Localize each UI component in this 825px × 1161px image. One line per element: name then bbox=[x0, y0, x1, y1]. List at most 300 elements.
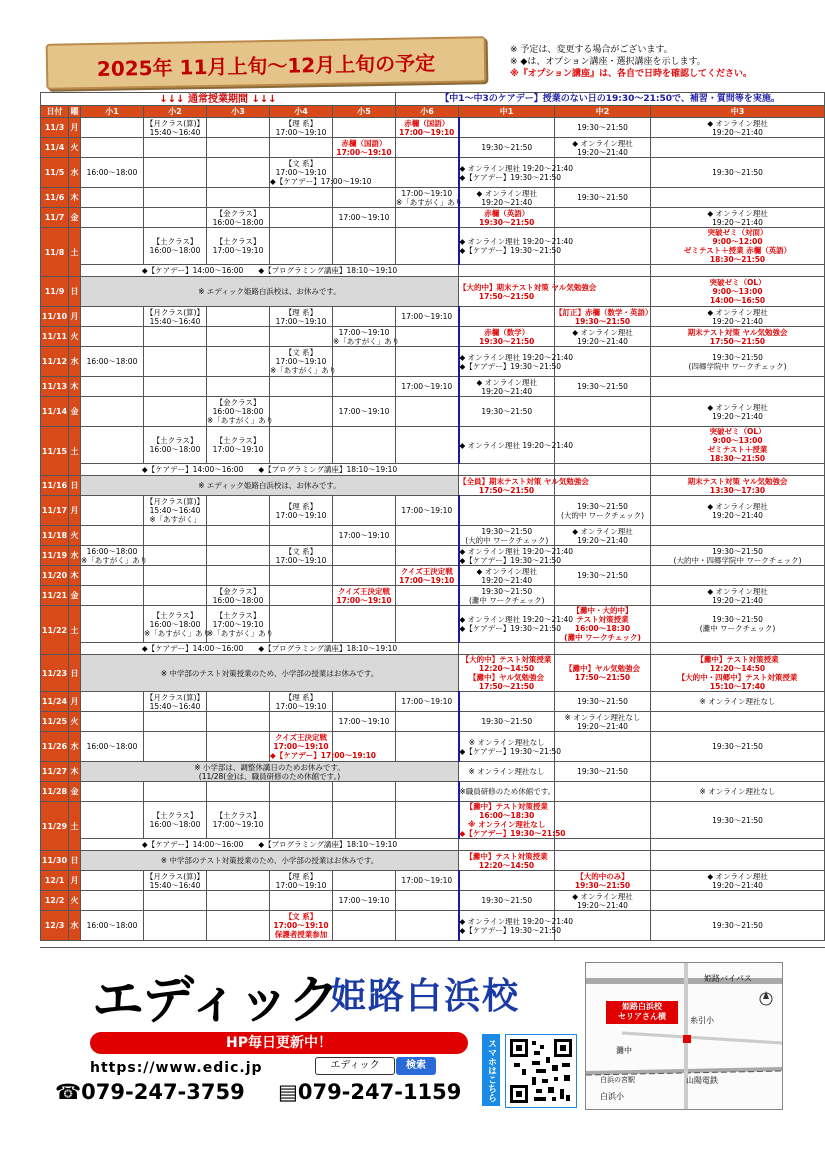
schedule-cell bbox=[333, 871, 396, 891]
schedule-cell bbox=[333, 427, 396, 464]
schedule-cell bbox=[555, 397, 651, 427]
weekday-cell: 土 bbox=[69, 228, 81, 277]
schedule-cell: 17:00〜19:10 ※「あすがく」あり bbox=[396, 188, 463, 207]
schedule-cell: 【土クラス】 16:00〜18:00 bbox=[144, 802, 207, 839]
schedule-cell bbox=[207, 118, 270, 138]
table-row bbox=[41, 891, 825, 911]
date-cell: 11/5 bbox=[41, 158, 69, 188]
schedule-cell bbox=[396, 327, 459, 347]
schedule-cell bbox=[396, 891, 459, 911]
schedule-cell: ◆ オンライン理社 19:20〜21:40 ◆【ケアデー】19:30〜21:50 bbox=[459, 606, 555, 643]
schedule-cell: 突破ゼミ（対面） 9:00〜12:00 ゼミテスト＋授業 赤欄（英語） 18:30〜21:50 bbox=[651, 228, 825, 265]
schedule-cell: 【土クラス】 17:00〜19:10 ※「あすがく」あり bbox=[207, 606, 270, 643]
schedule-cell: 【理 系】 17:00〜19:10 bbox=[270, 871, 333, 891]
schedule-cell: 【理 系】 17:00〜19:10 bbox=[270, 692, 333, 712]
title-board bbox=[46, 36, 487, 90]
schedule-cell bbox=[270, 427, 333, 464]
schedule-cell bbox=[651, 566, 825, 586]
schedule-cell bbox=[270, 397, 333, 427]
table-row bbox=[41, 138, 825, 158]
schedule-cell: ◆ オンライン理社 19:20〜21:40 bbox=[459, 188, 555, 208]
schedule-cell bbox=[81, 566, 144, 586]
schedule-cell bbox=[396, 208, 459, 228]
weekday-cell: 水 bbox=[69, 347, 81, 377]
schedule-cell bbox=[144, 526, 207, 546]
table-row bbox=[41, 732, 825, 762]
date-cell: 11/18 bbox=[41, 526, 69, 546]
date-cell: 11/23 bbox=[41, 655, 69, 692]
weekday-cell: 土 bbox=[69, 427, 81, 476]
schedule-cell bbox=[270, 802, 333, 839]
schedule-cell bbox=[651, 891, 825, 911]
date-cell: 11/16 bbox=[41, 476, 69, 496]
schedule-cell bbox=[81, 712, 144, 732]
schedule-cell: 19:30〜21:50 bbox=[459, 397, 555, 427]
schedule-cell: 【訂正】赤欄（数学・英語） 19:30〜21:50 bbox=[555, 307, 653, 326]
schedule-cell bbox=[144, 138, 207, 158]
schedule-cell bbox=[144, 188, 207, 208]
qr-label: スマホはこちら bbox=[482, 1034, 500, 1106]
table-subrow bbox=[41, 265, 825, 277]
schedule-cell bbox=[81, 526, 144, 546]
option-course-note: ◆【ケアデー】14:00〜16:00 ◆【プログラミング講座】18:10〜19:10 bbox=[81, 839, 459, 851]
schedule-cell bbox=[207, 307, 270, 327]
schedule-cell: 【土クラス】 16:00〜18:00 ※「あすがく」あり bbox=[144, 606, 207, 643]
weekday-cell: 月 bbox=[69, 871, 81, 891]
schedule-cell: 【文 系】 17:00〜19:10 ※「あすがく」あり bbox=[270, 348, 337, 375]
schedule-cell: 19:30〜21:50 bbox=[555, 692, 651, 712]
schedule-cell bbox=[459, 643, 555, 655]
hp-banner: HP毎日更新中！ bbox=[90, 1032, 468, 1054]
schedule-cell: ◆ オンライン理社 19:20〜21:40 ◆【ケアデー】19:30〜21:50 bbox=[459, 158, 555, 188]
schedule-cell: 17:00〜19:10 bbox=[333, 526, 396, 546]
column-header: 小1 bbox=[81, 106, 144, 118]
schedule-cell bbox=[81, 327, 144, 347]
table-row bbox=[41, 911, 825, 941]
schedule-cell: 19:30〜21:50 bbox=[651, 911, 825, 941]
schedule-cell bbox=[81, 118, 144, 138]
schedule-cell: ※ オンライン理社なし 19:20〜21:40 bbox=[555, 712, 651, 732]
map-label-nada: 灘中 bbox=[616, 1046, 632, 1055]
table-row bbox=[41, 655, 825, 692]
date-cell: 11/15 bbox=[41, 427, 69, 476]
schedule-cell bbox=[396, 802, 459, 839]
schedule-cell bbox=[270, 606, 333, 643]
table-subrow bbox=[41, 643, 825, 655]
schedule-cell: ※職員研修のため休館です。 bbox=[459, 782, 555, 802]
schedule-cell bbox=[459, 307, 555, 327]
schedule-cell bbox=[396, 911, 459, 941]
table-row bbox=[41, 712, 825, 732]
note-1: ※ 予定は、変更する場合がございます。 bbox=[510, 45, 673, 55]
schedule-cell: ◆ オンライン理社 19:20〜21:40 bbox=[651, 307, 825, 327]
schedule-cell bbox=[81, 782, 144, 802]
schedule-cell: 16:00〜18:00 bbox=[81, 347, 144, 377]
schedule-cell bbox=[555, 802, 651, 839]
schedule-cell: クイズ王決定戦 17:00〜19:10 bbox=[396, 566, 459, 586]
schedule-cell bbox=[555, 277, 651, 307]
schedule-cell: 19:30〜21:50 (大的中 ワークチェック) bbox=[555, 496, 651, 526]
schedule-cell: 19:30〜21:50 bbox=[459, 891, 555, 911]
schedule-cell bbox=[651, 377, 825, 397]
schedule-cell bbox=[396, 732, 459, 762]
date-cell: 11/12 bbox=[41, 347, 69, 377]
date-cell: 11/6 bbox=[41, 188, 69, 208]
schedule-cell: 19:30〜21:50 (四郷学院中 ワークチェック) bbox=[651, 347, 825, 377]
schedule-cell: 17:00〜19:10 bbox=[396, 692, 459, 712]
schedule-cell bbox=[207, 871, 270, 891]
schedule-cell: 【月クラス(算)】 15:40〜16:40 bbox=[144, 118, 207, 138]
schedule-cell bbox=[396, 782, 459, 802]
search-box: エディック bbox=[315, 1057, 395, 1075]
schedule-cell: 16:00〜18:00 ※「あすがく」あり bbox=[81, 546, 148, 565]
table-row bbox=[41, 158, 825, 188]
option-course-note: ◆【ケアデー】14:00〜16:00 ◆【プログラミング講座】18:10〜19:10 bbox=[81, 643, 459, 655]
column-header: 小5 bbox=[333, 106, 396, 118]
closed-note: ※ エディック姫路白浜校は、お休みです。 bbox=[81, 277, 459, 307]
schedule-cell bbox=[144, 712, 207, 732]
schedule-cell bbox=[555, 732, 651, 762]
weekday-cell: 土 bbox=[69, 802, 81, 851]
schedule-cell: 19:30〜21:50 bbox=[651, 158, 825, 188]
table-row bbox=[41, 377, 825, 397]
schedule-cell: 【文 系】 17:00〜19:10 bbox=[270, 546, 333, 566]
schedule-cell: ◆ オンライン理社 19:20〜21:40 bbox=[555, 891, 651, 911]
schedule-cell: 【金クラス】 16:00〜18:00 bbox=[207, 208, 270, 228]
weekday-cell: 日 bbox=[69, 655, 81, 692]
schedule-cell bbox=[555, 265, 651, 277]
weekday-cell: 火 bbox=[69, 138, 81, 158]
date-cell: 11/19 bbox=[41, 546, 69, 566]
map-label-station: 白浜の宮駅 bbox=[600, 1076, 635, 1084]
schedule-cell bbox=[81, 377, 144, 397]
weekday-cell: 月 bbox=[69, 118, 81, 138]
schedule-cell bbox=[333, 307, 396, 327]
schedule-cell: 【月クラス(算)】 15:40〜16:40 bbox=[144, 871, 207, 891]
page-title: 2025年 11月上旬〜12月上旬の予定 bbox=[96, 51, 436, 81]
schedule-cell: 16:00〜18:00 bbox=[81, 911, 144, 941]
schedule-cell bbox=[333, 188, 396, 208]
schedule-cell bbox=[555, 228, 651, 265]
schedule-cell bbox=[555, 782, 651, 802]
schedule-cell: 17:00〜19:10 bbox=[333, 208, 396, 228]
option-course-note: ◆【ケアデー】14:00〜16:00 ◆【プログラミング講座】18:10〜19:10 bbox=[81, 265, 459, 277]
schedule-cell: 【大的中】テスト対策授業 12:20〜14:50 【灘中】ヤル気勉強会 17:50〜21:50 bbox=[459, 655, 555, 692]
schedule-cell: ◆ オンライン理社 19:20〜21:40 bbox=[651, 496, 825, 526]
map-school-pin: 姫路白浜校 セリアさん横 bbox=[606, 1001, 678, 1024]
schedule-cell bbox=[270, 188, 333, 208]
schedule-cell: 【土クラス】 17:00〜19:10 bbox=[207, 802, 270, 839]
schedule-cell bbox=[333, 347, 396, 377]
weekday-cell: 金 bbox=[69, 782, 81, 802]
schedule-cell: ◆ オンライン理社 19:20〜21:40 ◆【ケアデー】19:30〜21:50 bbox=[459, 228, 555, 265]
schedule-cell bbox=[651, 188, 825, 208]
schedule-cell: ◆ オンライン理社 19:20〜21:40 bbox=[459, 377, 555, 397]
table-row bbox=[41, 586, 825, 606]
schedule-cell: 17:00〜19:10 bbox=[396, 377, 459, 397]
schedule-cell: 19:30〜21:50 bbox=[459, 712, 555, 732]
qr-code bbox=[505, 1034, 577, 1108]
schedule-cell: 【月クラス(算)】 15:40〜16:40 ※「あすがく」 bbox=[144, 496, 207, 526]
schedule-cell: ◆ オンライン理社 19:20〜21:40 bbox=[555, 327, 651, 347]
schedule-cell bbox=[144, 327, 207, 347]
schedule-cell bbox=[207, 732, 270, 762]
date-cell: 11/3 bbox=[41, 118, 69, 138]
schedule-cell: 【大的中】期末テスト対策 ヤル気勉強会 17:50〜21:50 bbox=[459, 277, 555, 307]
schedule-cell bbox=[651, 712, 825, 732]
schedule-cell: 19:30〜21:50 bbox=[555, 566, 651, 586]
weekday-cell: 火 bbox=[69, 891, 81, 911]
schedule-cell: 【理 系】 17:00〜19:10 bbox=[270, 307, 333, 327]
schedule-cell bbox=[333, 546, 396, 566]
table-row bbox=[41, 347, 825, 377]
date-cell: 11/10 bbox=[41, 307, 69, 327]
schedule-cell: 17:00〜19:10 bbox=[333, 712, 396, 732]
schedule-cell: 16:00〜18:00 bbox=[81, 732, 144, 762]
schedule-cell bbox=[651, 265, 825, 277]
schedule-cell: 17:00〜19:10 bbox=[333, 891, 396, 911]
schedule-cell bbox=[144, 891, 207, 911]
note-2: ※ ◆は、オプション講座・選択講座を示します。 bbox=[510, 57, 706, 67]
weekday-cell: 水 bbox=[69, 732, 81, 762]
schedule-cell: 赤欄（国語） 17:00〜19:10 bbox=[396, 118, 459, 138]
schedule-cell: 17:00〜19:10 bbox=[396, 871, 459, 891]
schedule-cell bbox=[144, 377, 207, 397]
schedule-cell bbox=[207, 327, 270, 347]
table-row bbox=[41, 606, 825, 643]
schedule-cell: 19:30〜21:50 (大的中・四郷学院中 ワークチェック) bbox=[651, 546, 825, 566]
table-row bbox=[41, 802, 825, 839]
schedule-cell: ◆ オンライン理社 19:20〜21:40 bbox=[555, 526, 651, 546]
date-cell: 11/8 bbox=[41, 228, 69, 277]
date-cell: 11/9 bbox=[41, 277, 69, 307]
schedule-cell: ◆ オンライン理社 19:20〜21:40 ◆【ケアデー】19:30〜21:50 bbox=[459, 911, 555, 941]
column-header: 日付 bbox=[41, 106, 69, 118]
date-cell: 11/7 bbox=[41, 208, 69, 228]
schedule-cell bbox=[396, 138, 459, 158]
weekday-cell: 金 bbox=[69, 586, 81, 606]
schedule-cell: 【土クラス】 16:00〜18:00 bbox=[144, 228, 207, 265]
table-row bbox=[41, 277, 825, 307]
schedule-cell bbox=[651, 762, 825, 782]
table-row bbox=[41, 782, 825, 802]
table-row bbox=[41, 188, 825, 208]
schedule-cell bbox=[81, 427, 144, 464]
note-3: ※『オプション講座』は、各自で日時を確認してください。 bbox=[510, 69, 752, 79]
schedule-cell bbox=[144, 158, 207, 188]
schedule-cell: 19:30〜21:50 bbox=[651, 732, 825, 762]
schedule-cell bbox=[396, 606, 459, 643]
schedule-cell bbox=[144, 732, 207, 762]
map-label-shirahama: 白浜小 bbox=[600, 1092, 624, 1101]
schedule-cell: 17:00〜19:10 bbox=[396, 307, 459, 327]
schedule-cell bbox=[81, 397, 144, 427]
schedule-cell: ◆ オンライン理社 19:20〜21:40 bbox=[459, 427, 555, 464]
schedule-cell bbox=[555, 851, 651, 871]
schedule-cell: 【灘中】テスト対策授業 12:20〜14:50 bbox=[459, 851, 555, 871]
schedule-cell bbox=[144, 566, 207, 586]
weekday-cell: 土 bbox=[69, 606, 81, 655]
date-cell: 11/27 bbox=[41, 762, 69, 782]
schedule-cell bbox=[81, 586, 144, 606]
schedule-cell bbox=[207, 347, 270, 377]
schedule-cell: 【金クラス】 16:00〜18:00 bbox=[207, 586, 270, 606]
weekday-cell: 水 bbox=[69, 546, 81, 566]
schedule-cell bbox=[207, 692, 270, 712]
footer-divider bbox=[40, 947, 825, 948]
schedule-cell bbox=[396, 586, 459, 606]
schedule-cell: ◆ オンライン理社 19:20〜21:40 bbox=[651, 586, 825, 606]
schedule-cell bbox=[207, 891, 270, 911]
schedule-cell bbox=[459, 464, 555, 476]
schedule-cell bbox=[459, 692, 555, 712]
schedule-cell: 【大的中のみ】 19:30〜21:50 bbox=[555, 871, 651, 891]
schedule-cell bbox=[81, 188, 144, 208]
schedule-cell bbox=[81, 891, 144, 911]
schedule-cell bbox=[651, 464, 825, 476]
weekday-cell: 日 bbox=[69, 277, 81, 307]
weekday-cell: 火 bbox=[69, 526, 81, 546]
schedule-cell: 【灘中】テスト対策授業 12:20〜14:50 【大的中・四郷中】テスト対策授業 15:10〜17:40 bbox=[651, 655, 825, 692]
schedule-cell bbox=[396, 546, 459, 566]
schedule-cell bbox=[207, 782, 270, 802]
schedule-cell bbox=[333, 228, 396, 265]
schedule-cell bbox=[651, 851, 825, 871]
schedule-cell bbox=[270, 586, 333, 606]
schedule-cell bbox=[207, 712, 270, 732]
date-cell: 11/14 bbox=[41, 397, 69, 427]
schedule-cell bbox=[144, 347, 207, 377]
schedule-cell bbox=[81, 606, 144, 643]
schedule-cell bbox=[207, 158, 270, 188]
notes bbox=[510, 44, 820, 80]
search-button: 検索 bbox=[396, 1057, 436, 1075]
schedule-cell bbox=[144, 208, 207, 228]
banner-right: 【中1〜中3のケアデー】授業のない日の19:30〜21:50で、補習・質問等を実施。 bbox=[396, 93, 825, 106]
column-header: 小2 bbox=[144, 106, 207, 118]
schedule-cell: 19:30〜21:50 bbox=[459, 138, 555, 158]
weekday-cell: 木 bbox=[69, 566, 81, 586]
schedule-cell: 【全員】期末テスト対策 ヤル気勉強会 17:50〜21:50 bbox=[459, 476, 589, 495]
weekday-cell: 月 bbox=[69, 496, 81, 526]
schedule-cell bbox=[81, 138, 144, 158]
schedule-cell: ※ オンライン理社なし bbox=[651, 782, 825, 802]
weekday-cell: 月 bbox=[69, 692, 81, 712]
schedule-cell bbox=[270, 782, 333, 802]
date-cell: 11/24 bbox=[41, 692, 69, 712]
schedule-cell bbox=[207, 138, 270, 158]
table-row bbox=[41, 327, 825, 347]
schedule-cell bbox=[396, 526, 459, 546]
closed-note: ※ 中学部のテスト対策授業のため、小学部の授業はお休みです。 bbox=[81, 655, 459, 692]
schedule-cell: ※ オンライン理社なし ◆【ケアデー】19:30〜21:50 bbox=[459, 732, 555, 762]
weekday-cell: 木 bbox=[69, 188, 81, 208]
closed-note: ※ 小学部は、調整休講日のためお休みです。 (11/28(金)は、職員研修のため休館です。) bbox=[81, 762, 459, 782]
date-cell: 11/22 bbox=[41, 606, 69, 655]
schedule-cell: 16:00〜18:00 bbox=[81, 158, 144, 188]
schedule-cell bbox=[144, 586, 207, 606]
date-cell: 11/29 bbox=[41, 802, 69, 851]
table-row bbox=[41, 476, 825, 496]
table-row bbox=[41, 566, 825, 586]
weekday-cell: 日 bbox=[69, 851, 81, 871]
website-url[interactable]: https://www.edic.jp bbox=[90, 1060, 263, 1076]
table-row bbox=[41, 546, 825, 566]
schedule-cell bbox=[207, 566, 270, 586]
schedule-cell: ◆ オンライン理社 19:20〜21:40 bbox=[651, 208, 825, 228]
schedule-cell bbox=[270, 712, 333, 732]
schedule-cell: 突破ゼミ（OL） 9:00〜13:00 14:00〜16:50 bbox=[651, 277, 825, 307]
schedule-cell bbox=[144, 397, 207, 427]
schedule-cell bbox=[270, 138, 333, 158]
schedule-cell bbox=[396, 347, 459, 377]
schedule-cell: 【土クラス】 17:00〜19:10 bbox=[207, 228, 270, 265]
schedule-cell bbox=[333, 566, 396, 586]
schedule-cell: 【灘中】テスト対策授業 16:00〜18:30 ※ オンライン理社なし ◆【ケアデー】19:30〜21:50 bbox=[459, 802, 566, 838]
schedule-cell bbox=[459, 871, 555, 891]
table-row bbox=[41, 307, 825, 327]
schedule-cell bbox=[396, 712, 459, 732]
phone-icon: ☎ bbox=[55, 1080, 82, 1104]
schedule-cell bbox=[651, 839, 825, 851]
schedule-cell: ※ オンライン理社なし bbox=[651, 692, 825, 712]
schedule-cell bbox=[81, 496, 144, 526]
date-cell: 11/20 bbox=[41, 566, 69, 586]
map-label-ito: 糸引小 bbox=[690, 1016, 714, 1025]
column-header: 小4 bbox=[270, 106, 333, 118]
schedule-cell bbox=[207, 377, 270, 397]
date-cell: 12/3 bbox=[41, 911, 69, 941]
date-cell: 12/2 bbox=[41, 891, 69, 911]
schedule-cell: 19:30〜21:50 (灘中 ワークチェック) bbox=[459, 586, 555, 606]
schedule-cell: 【理 系】 17:00〜19:10 bbox=[270, 118, 333, 138]
schedule-cell bbox=[651, 138, 825, 158]
schedule-cell bbox=[81, 208, 144, 228]
schedule-cell bbox=[651, 526, 825, 546]
table-row bbox=[41, 762, 825, 782]
schedule-cell: 【土クラス】 17:00〜19:10 bbox=[207, 427, 270, 464]
schedule-cell: 19:30〜21:50 bbox=[555, 118, 651, 138]
date-cell: 11/17 bbox=[41, 496, 69, 526]
schedule-cell: 赤欄（国語） 17:00〜19:10 bbox=[333, 138, 396, 158]
schedule-cell: ◆ オンライン理社 19:20〜21:40 bbox=[651, 397, 825, 427]
schedule-cell: クイズ王決定戦 17:00〜19:10 ◆【ケアデー】17:00〜19:10 bbox=[270, 733, 377, 760]
schedule-cell: 19:30〜21:50 (灘中 ワークチェック) bbox=[651, 606, 825, 643]
schedule-cell: 19:30〜21:50 bbox=[555, 762, 651, 782]
access-map bbox=[585, 962, 783, 1110]
schedule-cell bbox=[144, 911, 207, 941]
schedule-cell bbox=[207, 188, 270, 208]
fax-icon: ▤ bbox=[278, 1080, 298, 1104]
column-header: 中2 bbox=[555, 106, 651, 118]
schedule-cell bbox=[81, 871, 144, 891]
date-cell: 12/1 bbox=[41, 871, 69, 891]
schedule-cell: 【金クラス】 16:00〜18:00 ※「あすがく」あり bbox=[207, 398, 274, 425]
schedule-table bbox=[40, 92, 825, 941]
schedule-cell bbox=[459, 496, 555, 526]
fax-number: ▤079-247-1159 bbox=[278, 1080, 462, 1104]
column-header: 中3 bbox=[651, 106, 825, 118]
table-row bbox=[41, 692, 825, 712]
schedule-cell bbox=[555, 839, 651, 851]
schedule-cell bbox=[81, 802, 144, 839]
schedule-cell: 19:30〜21:50 bbox=[555, 188, 651, 208]
schedule-cell bbox=[396, 228, 459, 265]
column-header: 曜 bbox=[70, 107, 79, 116]
schedule-cell bbox=[333, 911, 396, 941]
schedule-cell bbox=[81, 228, 144, 265]
schedule-cell: 17:00〜19:10 bbox=[396, 496, 459, 526]
